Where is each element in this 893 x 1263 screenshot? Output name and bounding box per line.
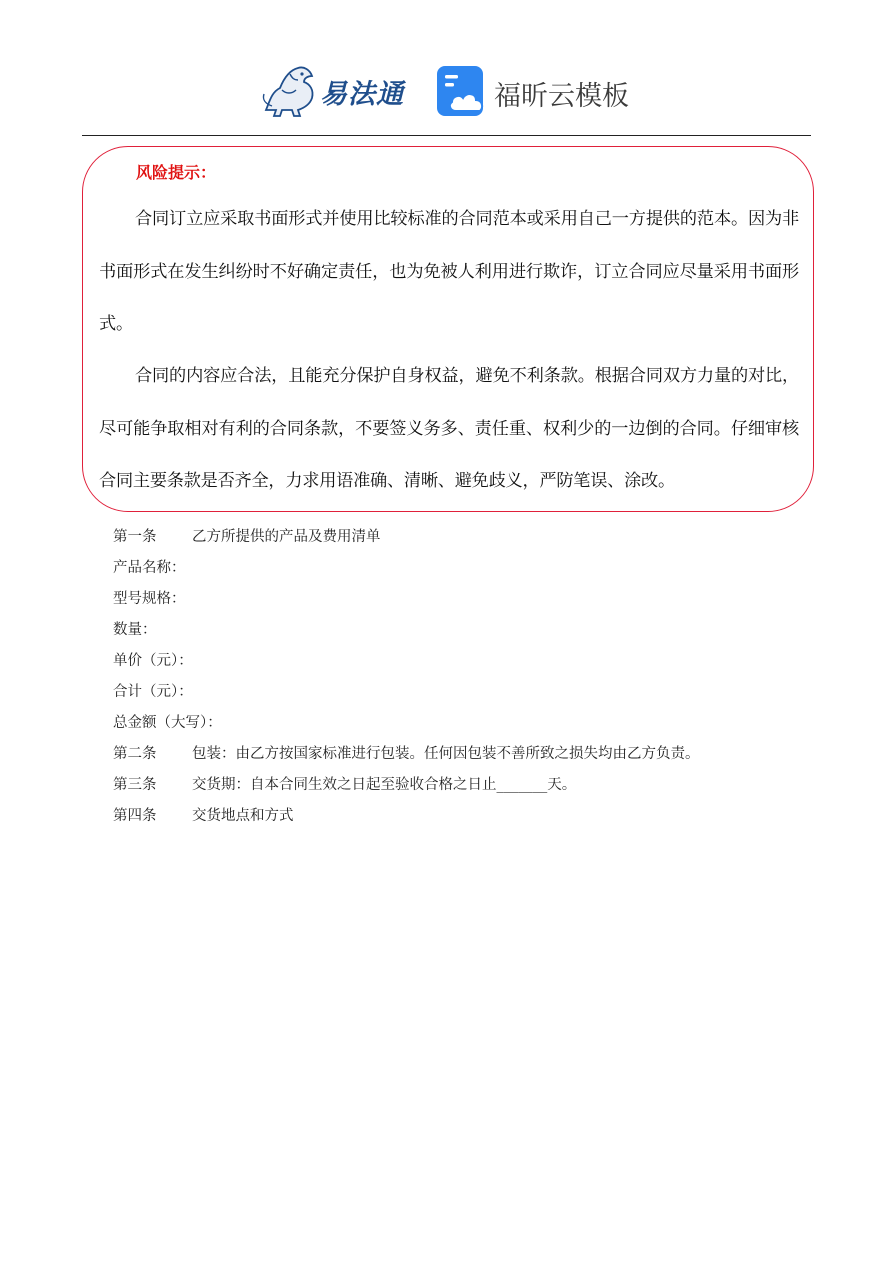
fuxin-cloud-logo xyxy=(436,65,636,119)
risk-paragraph-2: 合同的内容应合法，且能充分保护自身权益，避免不利条款。根据合同双方力量的对比，尽可能争取相对有利的合同条款，不要签义务多、责任重、权利少的一边倒的合同。仔细审核合同主要条款是否齐全，力求用语准确、清晰、避免歧义，严防笔误、涂改。 xyxy=(99,366,799,491)
logo-left-text: 易法通 xyxy=(320,79,404,110)
cloud-document-icon xyxy=(436,65,488,117)
clause-number: 第二条 xyxy=(113,746,157,762)
clause-3 xyxy=(113,774,813,805)
header-divider xyxy=(82,135,811,136)
clause-text: 交货期：自本合同生效之日起至验收合格之日止_______天。 xyxy=(192,777,577,793)
contract-clauses xyxy=(113,526,813,836)
subtotal-line xyxy=(113,681,813,712)
logo-right-text: 福昕云模板 xyxy=(494,81,629,112)
quantity-line xyxy=(113,619,813,650)
risk-paragraph-1: 合同订立应采取书面形式并使用比较标准的合同范本或采用自己一方提供的范本。因为非书面形式在发生纠纷时不好确定责任，也为免被人利用进行欺诈，订立合同应尽量采用书面形式。 xyxy=(99,209,799,334)
clause-number: 第四条 xyxy=(113,808,157,824)
clause-2 xyxy=(113,743,813,774)
yifatong-logo xyxy=(260,60,415,118)
clause-text: 数量： xyxy=(113,622,157,638)
risk-warning-box xyxy=(82,146,814,512)
clause-text: 产品名称： xyxy=(113,560,186,576)
clause-number: 第一条 xyxy=(113,529,157,545)
clause-4 xyxy=(113,805,813,836)
model-spec-line xyxy=(113,588,813,619)
clause-text: 合计（元）： xyxy=(113,684,193,700)
clause-text: 乙方所提供的产品及费用清单 xyxy=(192,529,381,545)
qilin-icon xyxy=(260,60,322,118)
unit-price-line xyxy=(113,650,813,681)
clause-1 xyxy=(113,526,813,557)
clause-text: 包装：由乙方按国家标准进行包装。任何因包装不善所致之损失均由乙方负责。 xyxy=(192,746,700,762)
clause-text: 单价（元）： xyxy=(113,653,193,669)
product-name-line xyxy=(113,557,813,588)
total-amount-line xyxy=(113,712,813,743)
clause-number: 第三条 xyxy=(113,777,157,793)
risk-title: 风险提示： xyxy=(136,163,217,182)
clause-text: 型号规格： xyxy=(113,591,186,607)
clause-text: 总金额（大写）： xyxy=(113,715,222,731)
page-header xyxy=(0,60,893,122)
clause-text: 交货地点和方式 xyxy=(192,808,294,824)
